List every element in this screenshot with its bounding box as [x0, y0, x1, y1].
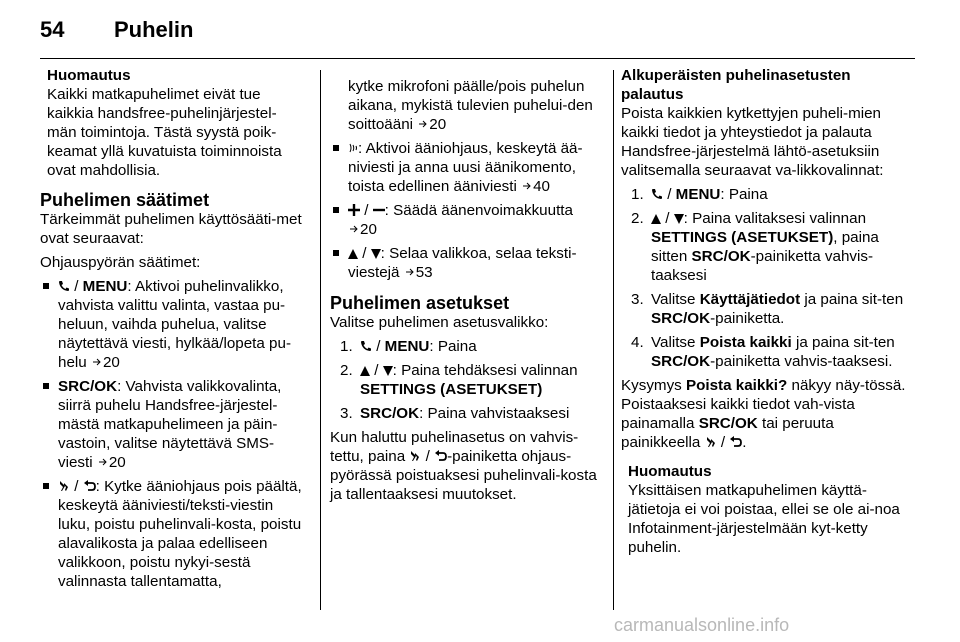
- bullet-voice: [330, 139, 606, 196]
- confirm-text-b: näkyy näy-tössä. Poistaaksesi kaikki tiedot vah-vista painamalla: [621, 377, 906, 432]
- header-rule: [40, 58, 915, 59]
- bullet-scroll: / : Selaa valikkoa, selaa teksti-viestejä 53: [330, 244, 606, 282]
- settings-intro: Valitse puhelimen asetusvalikko:: [330, 314, 549, 331]
- section-heading-settings: Puhelimen asetukset: [330, 293, 510, 313]
- column-3: [621, 62, 907, 557]
- arrow-down-icon: [371, 244, 381, 263]
- minus-icon: [373, 201, 385, 220]
- mute-icon: [58, 477, 70, 496]
- continuation-ref: 20: [429, 116, 447, 133]
- settings-step-2: 2. / : Paina tehdäksesi valinnan SETTINGS (ASETUKSET): [340, 362, 578, 398]
- bullet-srcok: [40, 377, 302, 472]
- menu-ref: 20: [102, 354, 120, 371]
- step-number: 4.: [631, 334, 644, 351]
- ref-arrow-icon: [98, 453, 108, 472]
- settings-outro: Kun haluttu puhelinasetus on vahvis-tettu, paina / -painiketta ohjaus-pyörässä poistuaksesi puhelinvali-kosta ja tallentaaksesi muutokset.: [330, 429, 597, 503]
- ref-arrow-icon: [522, 177, 532, 196]
- srcok-key: SRC/OK: [698, 415, 758, 432]
- step-text-a: Valitse: [651, 334, 696, 351]
- ref-arrow-icon: [418, 115, 428, 134]
- step-number: 1.: [340, 338, 353, 355]
- note-title: Huomautus: [47, 67, 131, 84]
- bullet-square: [333, 207, 339, 213]
- section-heading-controls: Puhelimen säätimet: [40, 190, 210, 210]
- section-heading-reset: Alkuperäisten puhelinasetusten palautus: [621, 67, 851, 103]
- reset-step-1: 1. / MENU: Paina: [631, 186, 768, 203]
- srcok-key: SRC/OK: [651, 310, 711, 327]
- column-2: [330, 62, 606, 504]
- settings-step-3: [330, 404, 606, 423]
- column-divider-1: [320, 70, 321, 610]
- step-text: : Paina vahvistaaksesi: [419, 405, 570, 422]
- srcok-key: SRC/OK: [58, 378, 118, 395]
- delete-all-question: Poista kaikki?: [685, 377, 788, 394]
- note-title: Huomautus: [628, 463, 712, 480]
- arrow-up-icon: [651, 209, 661, 228]
- watermark: carmanualsonline.info: [614, 615, 790, 635]
- plus-icon: [348, 201, 360, 220]
- settings-step-1: 1. / MENU: Paina: [340, 338, 477, 355]
- step-text-a: : Paina valitaksesi valinnan: [683, 210, 867, 227]
- mute-icon: [409, 447, 421, 466]
- note-text: Yksittäisen matkapuhelimen käyttä-jätietoja ei voi poistaa, ellei se ole ai-noa Infotainment-järjestelmään kyt-ketty puhelin.: [628, 482, 900, 556]
- menu-key: MENU: [384, 338, 430, 355]
- bullet-mute-back: / : Kytke ääniohjaus pois päältä, keskeytä ääniviesti/teksti-viestin luku, poistu puhelinvali-kosta, poistu alavalikosta ja palaa edelliseen valikkoon, poistu nykyi-sestä valinnasta tallentamatta,: [40, 477, 302, 591]
- step-text: : Paina: [720, 186, 768, 203]
- phone-icon: [360, 337, 372, 356]
- bullet-square: [333, 250, 339, 256]
- step-text-b: , paina sitten: [651, 229, 879, 265]
- scroll-ref: 53: [415, 264, 433, 281]
- back-icon: [434, 447, 447, 466]
- controls-intro: Tärkeimmät puhelimen käyttösääti-met ovat seuraavat:: [40, 211, 302, 247]
- bullet-square: [43, 483, 49, 489]
- ref-arrow-icon: [349, 220, 359, 239]
- ref-arrow-icon: [405, 263, 415, 282]
- column-1: [40, 62, 302, 591]
- step-text-c: -painiketta vahvis-taaksesi: [651, 248, 874, 284]
- delete-all-option: Poista kaikki: [699, 334, 792, 351]
- srcok-text: : Vahvista valikkovalinta, siirrä puhelu Handsfree-järjestel-mästä matkapuhelimeen ja päin-vastoin, valitse näytettävä SMS-viesti: [58, 378, 282, 471]
- outro-text-a: Kun haluttu puhelinasetus on vahvis-tettu, paina: [330, 429, 579, 465]
- back-icon: [83, 477, 96, 496]
- back-icon: [729, 433, 742, 452]
- step-text: : Paina: [429, 338, 477, 355]
- scroll-text: : Selaa valikkoa, selaa teksti-viestejä: [348, 245, 577, 281]
- step-number: 3.: [631, 291, 644, 308]
- column-divider-2: [613, 70, 614, 610]
- menu-key: MENU: [675, 186, 721, 203]
- page-number: 54: [40, 17, 65, 42]
- voice-text: : Aktivoi ääniohjaus, keskeytä ää-niviesti ja anna uusi äänikomento, toista edellinen ääniviesti: [348, 140, 583, 195]
- volume-ref: 20: [360, 221, 377, 238]
- mute-icon: [705, 433, 717, 452]
- reset-intro: Poista kaikkien kytkettyjen puheli-mien kaikki tiedot ja yhteystiedot ja palauta Handsfree-järjestelmä lähtö-asetuksiin valitsemalla seuraavat va-likkovalinnat:: [621, 105, 884, 179]
- step-number: 2.: [340, 362, 353, 379]
- step-text-c: -painiketta.: [710, 310, 785, 327]
- note-text: Kaikki matkapuhelimet eivät tue kaikkia handsfree-puhelinjärjestel-män toimintoja. Tästä syystä poik-keamat yllä kuvatuista toiminnoista ovat mahdollisia.: [47, 86, 282, 179]
- reset-step-4: [621, 333, 907, 371]
- outro-text-b: -painiketta ohjaus-pyörässä poistuaksesi puhelinvali-kosta ja tallentaaksesi muutokset.: [330, 448, 597, 503]
- volume-text: : Säädä äänenvoimakkuutta: [384, 202, 573, 219]
- confirm-text-a: Kysymys: [621, 377, 682, 394]
- voice-icon: [348, 139, 358, 158]
- step-text: : Paina tehdäksesi valinnan: [392, 362, 578, 379]
- bullet-continuation: [330, 77, 606, 134]
- phone-icon: [651, 185, 663, 204]
- step-text-c: -painiketta vahvis-taaksesi.: [710, 353, 893, 370]
- page-header: [40, 17, 193, 43]
- step-text-b: ja paina sit-ten: [795, 334, 895, 351]
- step-number: 2.: [631, 210, 644, 227]
- arrow-up-icon: [348, 244, 358, 263]
- phone-icon: [58, 277, 70, 296]
- continuation-text: kytke mikrofoni päälle/pois puhelun aikana, mykistä tulevien puhelui-den soittoääni: [348, 78, 593, 133]
- bullet-square: [333, 145, 339, 151]
- srcok-ref: 20: [108, 454, 126, 471]
- settings-option: SETTINGS (ASETUKSET): [360, 381, 543, 398]
- reset-step-2: 2. / : Paina valitaksesi valinnan SETTINGS (ASETUKSET), paina sitten SRC/OK-painiketta vahvis-taaksesi: [631, 210, 879, 284]
- arrow-down-icon: [383, 361, 393, 380]
- step-number: 1.: [631, 186, 644, 203]
- arrow-up-icon: [360, 361, 370, 380]
- bullet-square: [43, 383, 49, 389]
- srcok-key: SRC/OK: [691, 248, 751, 265]
- confirm-text-c: tai peruuta painikkeella: [621, 415, 834, 451]
- step-number: 3.: [340, 405, 353, 422]
- page-title: Puhelin: [114, 17, 194, 42]
- srcok-key: SRC/OK: [360, 405, 420, 422]
- user-data-option: Käyttäjätiedot: [699, 291, 801, 308]
- step-text-a: Valitse: [651, 291, 696, 308]
- bullet-volume: / : Säädä äänenvoimakkuutta 20: [330, 201, 606, 239]
- mute-back-text: : Kytke ääniohjaus pois päältä, keskeytä ääniviesti/teksti-viestin luku, poistu puhelinvali-kosta, poistu alavalikosta ja palaa edelliseen valikkoon, poistu nykyi-sestä valinnasta tallentamatta,: [58, 478, 302, 590]
- controls-sub: Ohjauspyörän säätimet:: [40, 254, 201, 271]
- ref-arrow-icon: [92, 353, 102, 372]
- voice-ref: 40: [533, 178, 550, 195]
- arrow-down-icon: [674, 209, 684, 228]
- menu-text: : Aktivoi puhelinvalikko, vahvista valittu valinta, vastaa pu-heluun, vaihda puhelua, valitse näytettävä viesti, hylkää/lopeta pu-helu: [58, 278, 292, 371]
- step-text-b: ja paina sit-ten: [804, 291, 904, 308]
- reset-confirm: Kysymys Poista kaikki? näkyy näy-tössä. Poistaaksesi kaikki tiedot vah-vista painamalla SRC/OK tai peruuta painikkeella / .: [621, 377, 906, 451]
- srcok-key: SRC/OK: [651, 353, 711, 370]
- reset-step-3: [621, 290, 907, 328]
- menu-key: MENU: [82, 278, 128, 295]
- bullet-menu: / MENU: Aktivoi puhelinvalikko, vahvista valittu valinta, vastaa pu-heluun, vaihda puhelua, valitse näytettävä viesti, hylkää/lopeta pu-helu 20: [40, 277, 302, 372]
- settings-option: SETTINGS (ASETUKSET): [651, 229, 834, 246]
- bullet-square: [43, 283, 49, 289]
